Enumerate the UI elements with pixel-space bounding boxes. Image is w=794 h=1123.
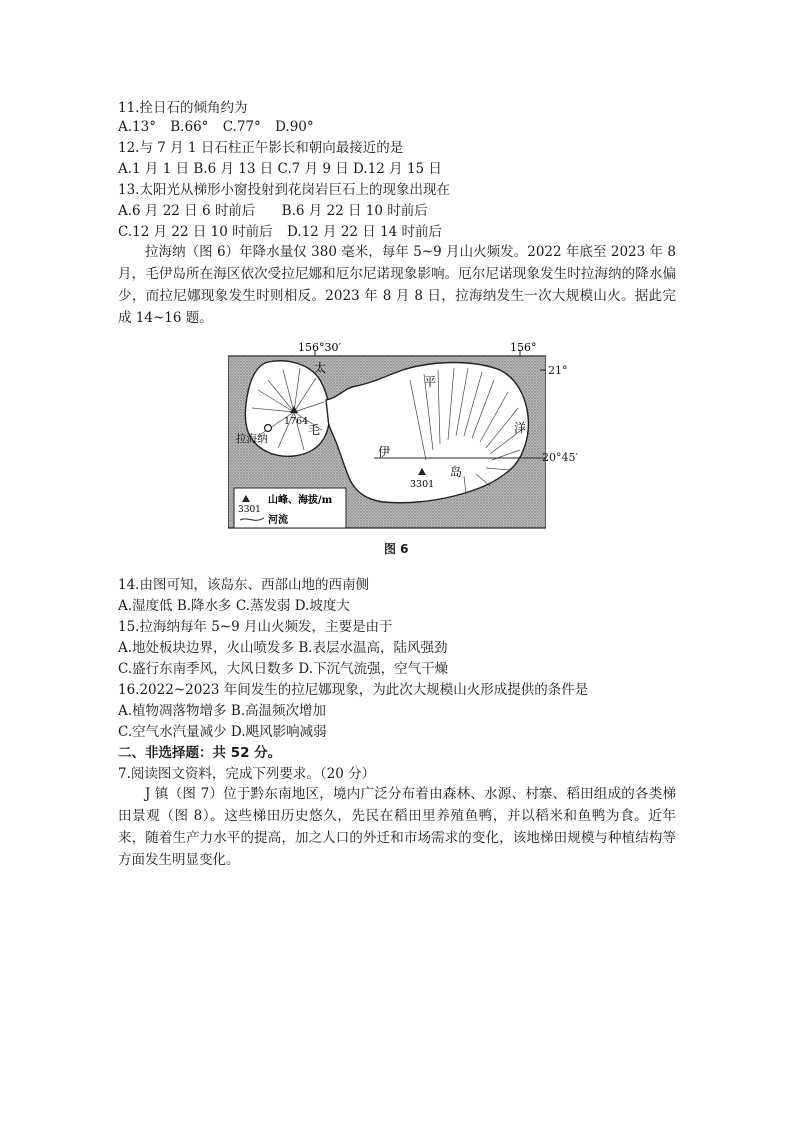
q11-option-d: D.90° — [275, 119, 314, 135]
sea-char-1: 太 — [314, 361, 327, 375]
island-char-3: 岛 — [450, 465, 463, 479]
legend-peak-value: 3301 — [238, 505, 261, 515]
island-char-2: 伊 — [378, 445, 391, 459]
q13-option-c: C.12 月 22 日 10 时前后 — [118, 224, 273, 240]
q13-stem: 13.太阳光从梯形小窗投射到花岗岩巨石上的现象出现在 — [118, 182, 450, 198]
legend-river-label: 河流 — [268, 515, 288, 526]
q14-options: A.湿度低 B.降水多 C.蒸发弱 D.坡度大 — [118, 598, 350, 614]
figure-caption: 图 6 — [384, 542, 409, 556]
intro-paragraph: 拉海纳（图 6）年降水量仅 380 毫米，每年 5~9 月山火频发。2022 年底至 2023 年 8 月，毛伊岛所在海区依次受拉尼娜和厄尔尼诺现象影响。厄尔尼诺现象发生时拉海纳的降水偏少，而拉尼娜现象发生时则相反。2023 年 8 月 8 日，拉海纳发生一次大规模山火。据此完成 14~16 题。 — [118, 244, 676, 326]
lat-label-21: 21° — [548, 364, 568, 377]
q13-options-row2 — [118, 223, 442, 241]
q11-options — [118, 118, 314, 136]
lon-label-left: 156°30′ — [298, 341, 341, 354]
q13-options-row1 — [118, 202, 428, 220]
q11-stem: 11.拴日石的倾角约为 — [118, 100, 248, 116]
island-char-1: 毛 — [308, 423, 321, 437]
sea-char-2: 平 — [424, 375, 437, 389]
q17-paragraph: J 镇（图 7）位于黔东南地区，境内广泛分布着由森林、水源、村寨、稻田组成的各类梯田景观（图 8）。这些梯田历史悠久，先民在稻田里养殖鱼鸭，并以稻米和鱼鸭为食。近年来，随着生产力水平的提高，加之人口的外迁和市场需求的变化，该地梯田规模与种植结构等方面发生明显变化。 — [118, 786, 676, 868]
q14-stem: 14.由图可知，该岛东、西部山地的西南侧 — [118, 577, 369, 593]
maui-map — [228, 340, 546, 530]
q12-options — [118, 160, 442, 178]
q12-option-b: B.6 月 13 日 — [193, 161, 274, 177]
q11-option-c: C.77° — [222, 119, 261, 135]
q12-option-d: D.12 月 15 日 — [353, 161, 442, 177]
q15-stem: 15.拉海纳每年 5~9 月山火频发，主要是由于 — [118, 619, 393, 635]
q11-option-b: B.66° — [170, 119, 209, 135]
q15-options-row1: A.地处板块边界，火山喷发多 B.表层水温高，陆风强劲 — [118, 640, 448, 656]
q16-stem: 16.2022~2023 年间发生的拉尼娜现象，为此次大规模山火形成提供的条件是 — [118, 682, 589, 698]
q16-options-row1: A.植物凋落物增多 B.高温频次增加 — [118, 703, 327, 719]
q12-option-c: C.7 月 9 日 — [277, 161, 349, 177]
q11-option-a: A.13° — [118, 119, 156, 135]
q12-option-a: A.1 月 1 日 — [118, 161, 190, 177]
q13-option-a: A.6 月 22 日 6 时前后 — [118, 203, 256, 219]
lat-label-20-45: 20°45′ — [542, 451, 578, 464]
section-heading: 二、非选择题：共 52 分。 — [118, 745, 282, 761]
q13-option-b: B.6 月 22 日 10 时前后 — [281, 203, 428, 219]
q15-options-row2: C.盛行东南季风，大风日数多 D.下沉气流强，空气干燥 — [118, 661, 449, 677]
peak-east-label: 3301 — [410, 479, 435, 490]
town-lahaina-label: 拉海纳 — [236, 433, 268, 445]
peak-west-label: 1764 — [284, 416, 309, 427]
sea-char-3: 洋 — [514, 421, 527, 435]
q17-stem: 7.阅读图文资料，完成下列要求。（20 分） — [118, 766, 376, 782]
q13-option-d: D.12 月 22 日 14 时前后 — [286, 224, 443, 240]
lon-label-right: 156° — [510, 341, 537, 354]
q16-options-row2: C.空气水汽量减少 D.飓风影响减弱 — [118, 724, 327, 740]
legend-peak-label: 山峰、海拔/m — [268, 495, 333, 506]
town-lahaina-icon — [265, 425, 272, 432]
q12-stem: 12.与 7 月 1 日石柱正午影长和朝向最接近的是 — [118, 140, 404, 156]
